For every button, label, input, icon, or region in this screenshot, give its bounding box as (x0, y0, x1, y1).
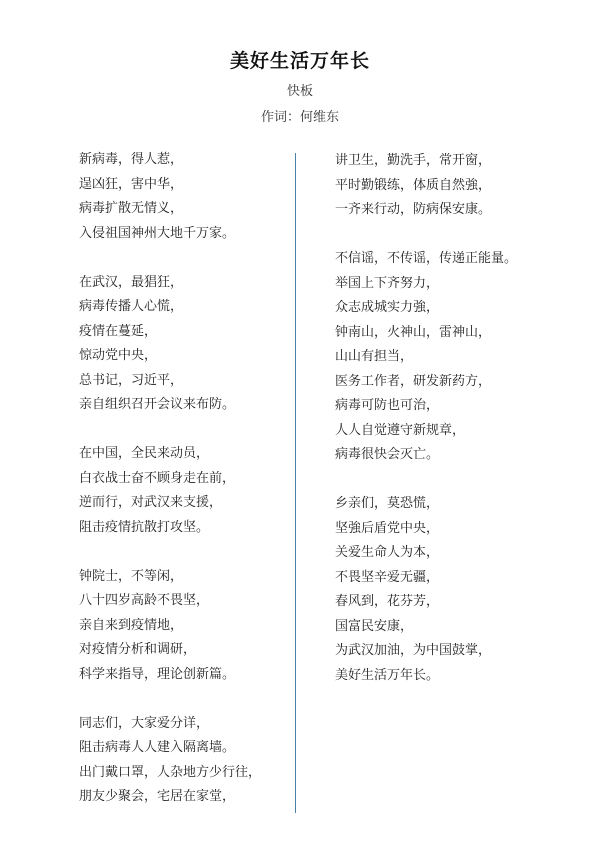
poem-line: 出门戴口罩，人杂地方少行往， (79, 764, 262, 780)
poem-line: 对疫情分析和调研， (79, 642, 197, 657)
stanza (335, 149, 585, 223)
stanza (79, 565, 329, 688)
poem-line: 同志们，大家爱分详， (79, 715, 210, 731)
poem-line: 白衣战士奋不顾身走在前， (79, 470, 236, 486)
poem-genre: 快板 (286, 84, 313, 99)
poem-line: 病毒很快会灭亡。 (335, 447, 440, 462)
poem-line: 举国上下齐努力， (335, 275, 440, 291)
poem-line: 关爱生命人为本， (335, 545, 440, 560)
poem-author: 作词：何维东 (260, 110, 339, 125)
poem-line: 乡亲们，莫恐慌， (335, 496, 440, 511)
poem-line: 不畏坚辛爱无疆， (335, 569, 440, 585)
poem-line: 阻击疫情抗散打攻坚。 (79, 519, 210, 535)
poem-line: 讲卫生，勤洗手，常开窗， (335, 153, 492, 168)
poem-line: 逆而行，对武汉来支援， (79, 495, 223, 510)
poem-line: 逞凶狂，害中华， (79, 176, 184, 192)
stanza (79, 271, 329, 418)
poem-line: 病毒扩散无情义， (79, 201, 184, 216)
poem-line: 八十四岁高龄不畏坚， (79, 593, 210, 608)
poem-title: 美好生活万年长 (229, 50, 370, 72)
poem-line: 亲自来到疫情地， (79, 617, 184, 633)
poem-line: 在中国，全民来动员， (79, 446, 210, 461)
poem-line: 朋友少聚会，宅居在家堂， (79, 789, 236, 804)
poem-line: 钟南山，火神山，雷神山， (335, 324, 492, 340)
poem-line: 美好生活万年长。 (335, 667, 440, 683)
poem-line: 为武汉加油，为中国鼓掌， (335, 643, 492, 658)
poem-line: 众志成城实力強， (335, 300, 440, 315)
poem-line: 坚強后盾党中央， (335, 520, 440, 536)
stanza (79, 442, 329, 540)
poem-line: 一齐来行动，防病保安康。 (335, 202, 492, 217)
stanza (335, 492, 585, 688)
right-column (335, 149, 585, 713)
stanza (79, 712, 329, 810)
poem-line: 总书记，习近平， (79, 372, 184, 388)
left-column (79, 148, 329, 834)
poem-line: 阻击病毒人人建入隔离墙。 (79, 740, 236, 755)
poem-line: 山山有担当， (335, 349, 414, 364)
poem-line: 钟院士，不等闲， (79, 568, 184, 584)
stanza (335, 247, 585, 468)
poem-line: 人人自觉遵守新规章， (335, 422, 466, 438)
poem-line: 病毒传播人心慌， (79, 299, 184, 314)
poem-line: 病毒可防也可治， (335, 398, 440, 413)
stanza (79, 148, 329, 246)
poem-line: 科学来指导，理论创新篇。 (79, 666, 236, 682)
poem-line: 新病毒，得人惹， (79, 152, 184, 167)
poem-line: 惊动党中央， (79, 348, 158, 363)
poem-line: 医务工作者，研发新药方， (335, 373, 492, 389)
poem-line: 春风到，花芬芳， (335, 594, 440, 609)
poem-line: 疫情在蔓延， (79, 323, 158, 339)
poem-line: 平时勤锻练，体质自然強， (335, 177, 492, 193)
poem-line: 国富民安康， (335, 618, 414, 634)
poem-line: 入侵祖国神州大地千万家。 (79, 225, 236, 241)
poem-line: 在武汉，最猖狂， (79, 274, 184, 290)
poem-line: 亲自组织召开会议来布防。 (79, 397, 236, 412)
poem-line: 不信谣，不传谣，传递正能量。 (335, 251, 518, 266)
column-divider (295, 153, 296, 813)
